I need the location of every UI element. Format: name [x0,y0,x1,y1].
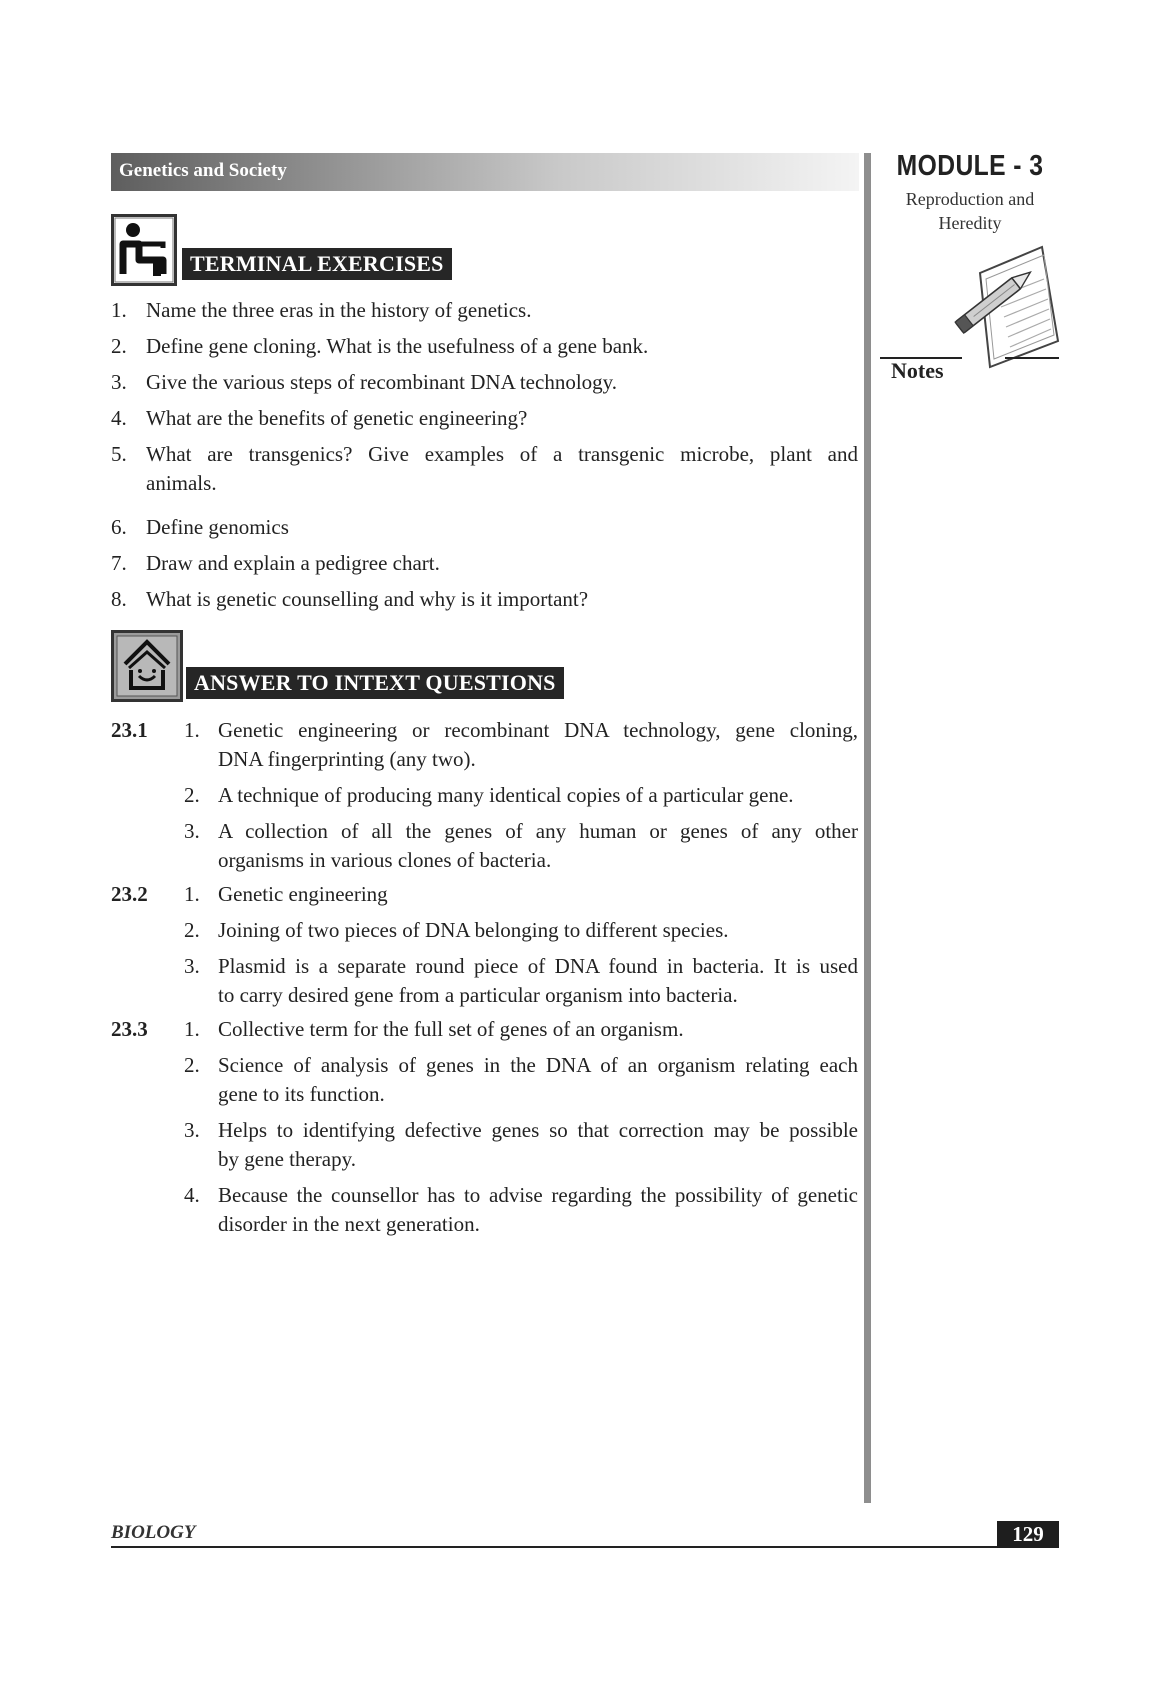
answer-text: Genetic engineering [218,882,388,906]
exercise-number: 3. [111,370,127,394]
margin-divider [864,153,871,1503]
answer-number: 2. [184,783,200,807]
exercise-number: 8. [111,587,127,611]
exercise-number: 6. [111,515,127,539]
running-header-title: Genetics and Society [119,160,287,181]
answer-number: 3. [184,819,200,843]
answer-number: 3. [184,954,200,978]
exercise-number: 2. [111,334,127,358]
answer-text: Genetic engineering or recombinant DNA technology, gene cloning, [218,718,858,742]
answer-text-continued: by gene therapy. [218,1147,356,1171]
answer-group-label: 23.3 [111,1017,148,1041]
exercise-text: What are the benefits of genetic engineering? [146,406,528,430]
answer-intext-heading: ANSWER TO INTEXT QUESTIONS [186,667,564,699]
student-reading-icon [111,214,177,286]
exercise-text: Give the various steps of recombinant DNA technology. [146,370,618,394]
answer-number: 1. [184,718,200,742]
answer-text: Plasmid is a separate round piece of DNA found in bacteria. It is used [218,954,858,978]
exercise-text: Define gene cloning. What is the usefulness of a gene bank. [146,334,649,358]
page-number: 129 [997,1521,1059,1548]
notes-rule-right [1005,357,1059,359]
exercise-text: What are transgenics? Give examples of a transgenic microbe, plant and [146,442,858,466]
answer-house-icon [111,630,183,702]
answer-number: 2. [184,918,200,942]
module-subtitle [880,187,1060,235]
exercise-number: 4. [111,406,127,430]
footer-subject: BIOLOGY [111,1522,196,1543]
module-subtitle-line2: Heredity [938,213,1002,233]
answer-number: 3. [184,1118,200,1142]
answer-text: Joining of two pieces of DNA belonging to different species. [218,918,729,942]
exercise-text: What is genetic counselling and why is it important? [146,587,589,611]
answer-number: 1. [184,882,200,906]
answer-text: Science of analysis of genes in the DNA of an organism relating each [218,1053,858,1077]
answer-text-continued: disorder in the next generation. [218,1212,480,1236]
answer-text: Because the counsellor has to advise regarding the possibility of genetic [218,1183,858,1207]
exercise-number: 7. [111,551,127,575]
answer-number: 4. [184,1183,200,1207]
answer-text: Helps to identifying defective genes so that correction may be possible [218,1118,858,1142]
exercise-text-continued: animals. [146,471,217,495]
exercise-text: Define genomics [146,515,289,539]
answer-text-continued: organisms in various clones of bacteria. [218,848,552,872]
exercise-text: Name the three eras in the history of genetics. [146,298,532,322]
answer-group-label: 23.2 [111,882,148,906]
exercise-text: Draw and explain a pedigree chart. [146,551,440,575]
running-header [111,153,859,191]
notes-pencil-icon [950,245,1062,375]
answer-number: 2. [184,1053,200,1077]
module-subtitle-line1: Reproduction and [905,189,1035,209]
module-title: MODULE - 3 [896,150,1044,182]
notes-label: Notes [891,358,944,383]
answer-text: A collection of all the genes of any human or genes of any other [218,819,858,843]
answer-text-continued: to carry desired gene from a particular organism into bacteria. [218,983,738,1007]
answer-text-continued: DNA fingerprinting (any two). [218,747,476,771]
exercise-number: 1. [111,298,127,322]
answer-text: Collective term for the full set of genes of an organism. [218,1017,684,1041]
terminal-exercises-heading: TERMINAL EXERCISES [182,248,452,280]
answer-number: 1. [184,1017,200,1041]
exercise-number: 5. [111,442,127,466]
answer-group-label: 23.1 [111,718,148,742]
footer-rule [111,1546,1059,1548]
answer-text-continued: gene to its function. [218,1082,385,1106]
answer-text: A technique of producing many identical copies of a particular gene. [218,783,794,807]
module-sidebar [880,150,1060,235]
